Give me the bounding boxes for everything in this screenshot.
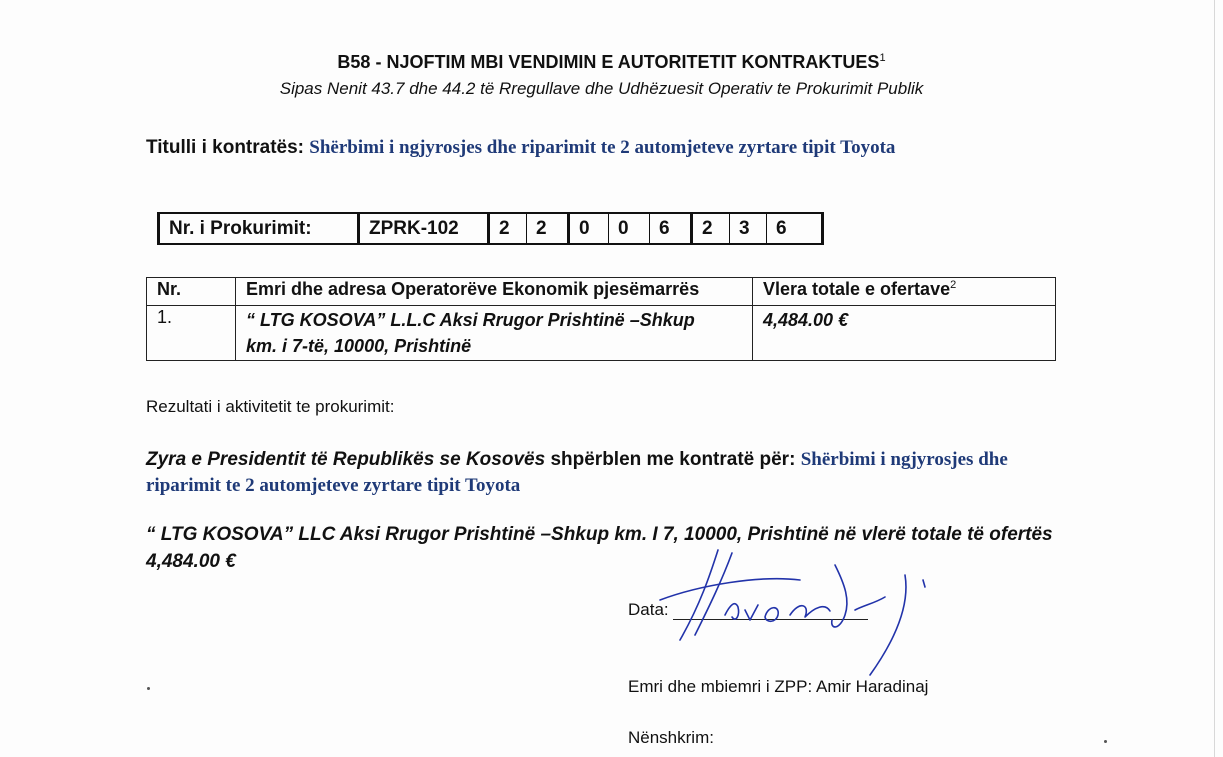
operators-table-header <box>147 278 1056 306</box>
row-operator-name-line1: “ LTG KOSOVA” L.L.C Aksi Rrugor Prishtinë –Shkup <box>246 310 695 330</box>
header-total-value <box>753 278 1056 306</box>
official-name-label: Emri dhe mbiemri i ZPP: <box>628 677 813 696</box>
award-statement <box>146 447 1066 499</box>
procurement-code: ZPRK-102 <box>359 213 489 244</box>
scan-speck <box>147 687 150 690</box>
table-row <box>147 306 1056 361</box>
contracting-authority: Zyra e Presidentit të Republikës se Kosovës <box>146 449 546 470</box>
procurement-number-table <box>157 212 824 245</box>
procurement-digit: 0 <box>609 213 650 244</box>
header-nr: Nr. <box>147 278 236 306</box>
winning-operator: “ LTG KOSOVA” LLC Aksi Rrugor Prishtinë –Shkup km. I 7, 10000, Prishtinë në vlerë totale të ofertës 4,484.00 € <box>146 524 1053 572</box>
scan-speck <box>1104 740 1107 743</box>
document-subtitle: Sipas Nenit 43.7 dhe 44.2 të Rregullave dhe Udhëzuesit Operativ te Prokurimit Publik <box>279 79 924 98</box>
awarded-contract: Shërbimi i ngjyrosjes dhe riparimit te 2 automjeteve zyrtare tipit Toyota <box>146 449 1008 496</box>
procurement-digit: 2 <box>489 213 527 244</box>
document-title-text: B58 - NJOFTIM MBI VENDIMIN E AUTORITETIT KONTRAKTUES <box>337 52 880 72</box>
value-footnote-mark: 2 <box>950 279 957 291</box>
procurement-label: Nr. i Prokurimit: <box>159 213 359 244</box>
header-total-value-text: Vlera totale e ofertave <box>763 279 951 299</box>
procurement-digit: 2 <box>527 213 569 244</box>
official-name-row <box>628 677 928 697</box>
document-title <box>0 52 1223 73</box>
award-text: shpërblen me kontratë për: <box>550 449 796 470</box>
date-label: Data: <box>628 600 669 619</box>
row-operator-name-line2: km. i 7-të, 10000, Prishtinë <box>246 336 472 356</box>
signature-label: Nënshkrim: <box>628 728 714 747</box>
procurement-digit: 0 <box>569 213 609 244</box>
row-operator-name <box>236 306 753 361</box>
procurement-digit: 3 <box>730 213 767 244</box>
operators-table <box>146 277 1056 361</box>
procurement-digit: 2 <box>692 213 730 244</box>
contract-title-row <box>146 137 895 159</box>
row-offer-value: 4,484.00 € <box>753 306 1056 361</box>
official-name-value: Amir Haradinaj <box>816 677 929 696</box>
header-operator-name: Emri dhe adresa Operatorëve Ekonomik pjesëmarrës <box>236 278 753 306</box>
handwritten-signature <box>640 545 940 680</box>
title-footnote-mark: 1 <box>879 52 886 64</box>
result-label: Rezultati i aktivitetit te prokurimit: <box>146 397 395 416</box>
row-nr: 1. <box>147 306 236 361</box>
contract-title-value: Shërbimi i ngjyrosjes dhe riparimit te 2 automjeteve zyrtare tipit Toyota <box>309 137 896 158</box>
procurement-digit: 6 <box>650 213 692 244</box>
procurement-digit: 6 <box>767 213 823 244</box>
page-edge-divider <box>1214 0 1215 757</box>
contract-title-label: Titulli i kontratës: <box>146 137 305 158</box>
